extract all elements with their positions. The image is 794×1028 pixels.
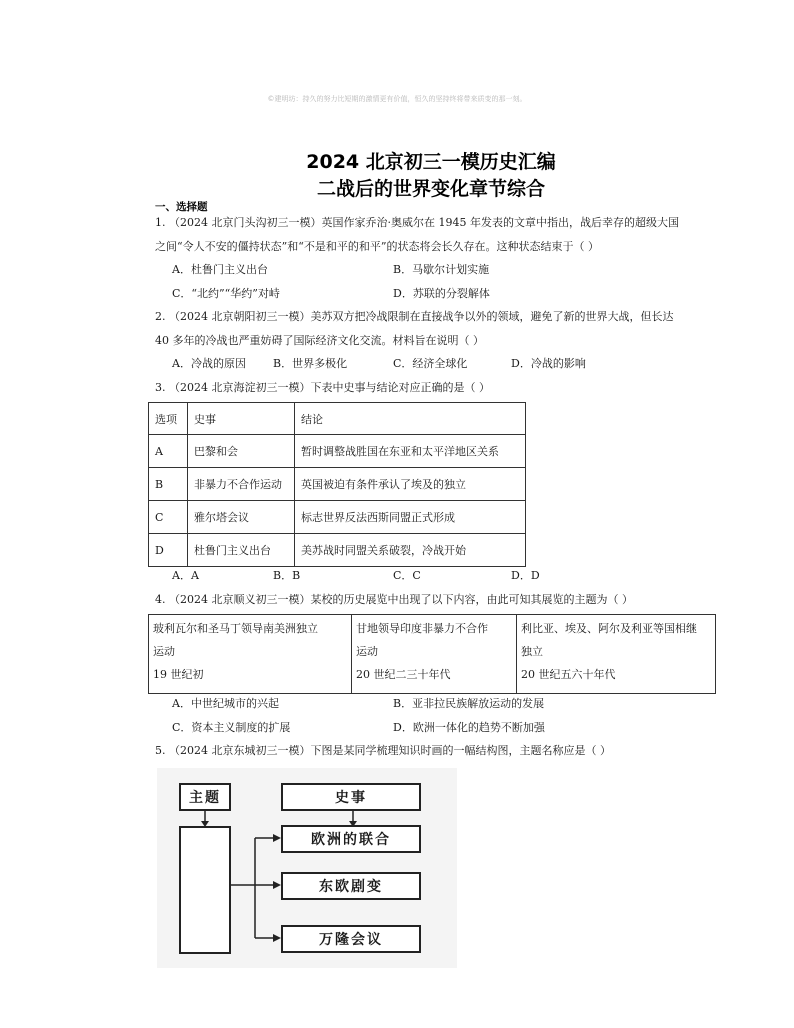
q3-option-a: A．A	[172, 569, 199, 582]
cell-line: 20 世纪五六十年代	[521, 668, 616, 681]
cell-line: 19 世纪初	[153, 668, 204, 681]
cell-line: 独立	[521, 645, 543, 658]
q2-option-c: C．经济全球化	[393, 357, 468, 370]
cell-line: 20 世纪二三十年代	[356, 668, 451, 681]
q1-option-b: B．马歇尔计划实施	[393, 263, 490, 276]
table-header-cell: 史事	[188, 403, 295, 435]
table-row	[149, 534, 526, 567]
structure-diagram	[157, 768, 457, 968]
watermark: ©建明坊：持久的努力比短期的激情更有价值，恒久的坚持终将带来质变的那一刻。	[267, 95, 527, 103]
q3-stem: 3. （2024 北京海淀初三一模）下表中史事与结论对应正确的是（ ）	[155, 381, 490, 394]
table-cell: D	[149, 534, 188, 567]
table-cell: 美苏战时同盟关系破裂，冷战开始	[295, 534, 526, 567]
q1-option-c: C．“北约”“华约”对峙	[172, 287, 280, 300]
table-cell: 非暴力不合作运动	[188, 468, 295, 501]
cell-line: 利比亚、埃及、阿尔及利亚等国相继	[521, 622, 697, 635]
table-header-cell: 选项	[149, 403, 188, 435]
page-title-line1: 2024 北京初三一模历史汇编	[306, 151, 556, 173]
events-label-box: 史事	[281, 783, 421, 811]
page-title-line2: 二战后的世界变化章节综合	[316, 178, 545, 200]
table-header-row	[149, 403, 526, 435]
q4-option-c: C．资本主义制度的扩展	[172, 721, 291, 734]
q3-option-b: B．B	[273, 569, 301, 582]
event-box-1: 欧洲的联合	[281, 825, 421, 853]
table-cell: A	[149, 435, 188, 468]
table-cell: 杜鲁门主义出台	[188, 534, 295, 567]
q1-stem-line1: 1. （2024 北京门头沟初三一模）英国作家乔治·奥威尔在 1945 年发表的文章中指出，战后幸存的超级大国	[155, 216, 679, 229]
q4-option-a: A．中世纪城市的兴起	[172, 697, 279, 710]
theme-answer-box	[179, 826, 231, 954]
q1-option-a: A．杜鲁门主义出台	[172, 263, 268, 276]
theme-label-box: 主题	[179, 783, 231, 811]
arrowhead-icon	[273, 934, 281, 942]
q2-stem-line2: 40 多年的冷战也严重妨碍了国际经济文化交流。材料旨在说明（ ）	[155, 334, 484, 347]
section-heading: 一、选择题	[155, 201, 208, 213]
cell-line: 运动	[153, 645, 175, 658]
table-header-cell: 结论	[295, 403, 526, 435]
table-cell: 巴黎和会	[188, 435, 295, 468]
event-box-3: 万隆会议	[281, 925, 421, 953]
q4-cell-3	[517, 615, 716, 694]
table-cell: C	[149, 501, 188, 534]
q4-cell-1	[149, 615, 352, 694]
q2-option-d: D．冷战的影响	[511, 357, 586, 370]
q4-cell-2	[352, 615, 517, 694]
q4-stem: 4. （2024 北京顺义初三一模）某校的历史展览中出现了以下内容，由此可知其展览的主题为（ ）	[155, 593, 633, 606]
arrowhead-icon	[273, 881, 281, 889]
q2-option-a: A．冷战的原因	[172, 357, 246, 370]
table-row	[149, 435, 526, 468]
q4-option-b: B．亚非拉民族解放运动的发展	[393, 697, 545, 710]
table-cell: 标志世界反法西斯同盟正式形成	[295, 501, 526, 534]
table-row	[149, 615, 716, 694]
q3-option-c: C．C	[393, 569, 421, 582]
q1-stem-line2: 之间“令人不安的僵持状态”和“不是和平的和平”的状态将会长久存在。这种状态结束于（ ）	[155, 240, 599, 253]
event-box-2: 东欧剧变	[281, 872, 421, 900]
table-row	[149, 501, 526, 534]
q4-table	[148, 614, 716, 694]
cell-line: 运动	[356, 645, 378, 658]
q3-table	[148, 402, 526, 567]
q4-option-d: D．欧洲一体化的趋势不断加强	[393, 721, 545, 734]
table-cell: 英国被迫有条件承认了埃及的独立	[295, 468, 526, 501]
cell-line: 玻利瓦尔和圣马丁领导南美洲独立	[153, 622, 318, 635]
q5-stem: 5. （2024 北京东城初三一模）下图是某同学梳理知识时画的一幅结构图，主题名称应是（ ）	[155, 744, 611, 757]
q1-option-d: D．苏联的分裂解体	[393, 287, 490, 300]
q2-option-b: B．世界多极化	[273, 357, 348, 370]
table-cell: B	[149, 468, 188, 501]
table-row	[149, 468, 526, 501]
table-cell: 暂时调整战胜国在东亚和太平洋地区关系	[295, 435, 526, 468]
table-cell: 雅尔塔会议	[188, 501, 295, 534]
cell-line: 甘地领导印度非暴力不合作	[356, 622, 488, 635]
q3-option-d: D．D	[511, 569, 540, 582]
q2-stem-line1: 2. （2024 北京朝阳初三一模）美苏双方把冷战限制在直接战争以外的领域，避免了新的世界大战，但长达	[155, 310, 674, 323]
arrowhead-icon	[273, 834, 281, 842]
